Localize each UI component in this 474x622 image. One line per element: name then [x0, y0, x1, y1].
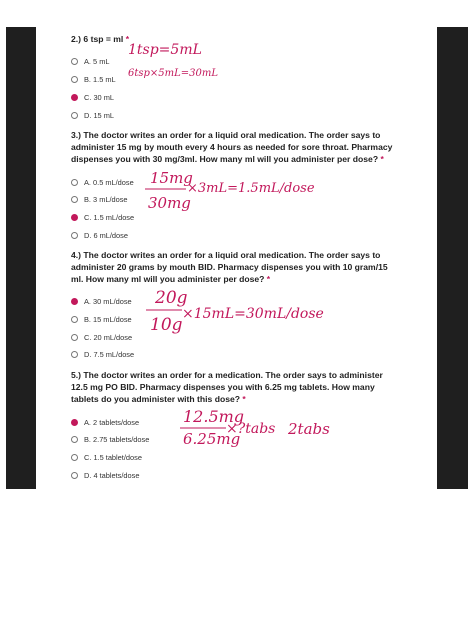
handwriting-q3-rest: ×3mL=1.5mL/dose: [187, 181, 315, 196]
question-3-option-c[interactable]: C. 1.5 mL/dose: [71, 211, 134, 223]
question-4-option-a[interactable]: A. 30 mL/dose: [71, 295, 132, 307]
question-4-title: 4.) The doctor writes an order for a liquid oral medication. The order says to administer 20 grams by mouth BID. Pharmacy dispenses you with 10 gram/15 ml. How many ml will you administer per dose? *: [71, 250, 388, 284]
question-4-option-d[interactable]: D. 7.5 mL/dose: [71, 348, 134, 360]
question-4-option-b[interactable]: B. 15 mL/dose: [71, 313, 132, 325]
handwriting-q3-denominator: 30mg: [148, 194, 191, 212]
question-5-option-c[interactable]: C. 1.5 tablet/dose: [71, 451, 142, 463]
handwriting-q5-numerator: 12.5mg: [183, 407, 245, 426]
question-4-option-c[interactable]: C. 20 mL/dose: [71, 331, 132, 343]
handwriting-q2-line2: 6tsp×5mL=30mL: [128, 68, 219, 79]
question-2-title: 2.) 6 tsp = ml *: [71, 34, 130, 44]
handwriting-q2-line1: 1tsp=5mL: [128, 42, 202, 58]
handwriting-q3-numerator: 15mg: [150, 169, 193, 187]
question-2-option-a[interactable]: A. 5 mL: [71, 55, 109, 67]
question-5-option-d[interactable]: D. 4 tablets/dose: [71, 469, 139, 481]
handwriting-q4-denominator: 10g: [150, 315, 183, 335]
handwriting-q4-numerator: 20g: [155, 288, 188, 308]
question-2-option-b[interactable]: B. 1.5 mL: [71, 73, 116, 85]
question-3-option-b[interactable]: B. 3 mL/dose: [71, 193, 128, 205]
question-5-option-b[interactable]: B. 2.75 tablets/dose: [71, 433, 149, 445]
handwriting-q5-denominator: 6.25mg: [183, 430, 241, 448]
question-3-title: 3.) The doctor writes an order for a liquid oral medication. The order says to administer 15 mg by mouth every 4 hours as needed for sore throat. Pharmacy dispenses you with 30 mg/3ml. How many ml will you administer per dose? *: [71, 130, 393, 164]
question-2-option-c[interactable]: C. 30 mL: [71, 91, 114, 103]
question-3-option-d[interactable]: D. 6 mL/dose: [71, 229, 128, 241]
handwriting-q5-rest: ×?tabs: [226, 421, 276, 437]
question-2-option-d[interactable]: D. 15 mL: [71, 109, 114, 121]
question-3-option-a[interactable]: A. 0.5 mL/dose: [71, 176, 134, 188]
handwriting-q4-rest: ×15mL=30mL/dose: [182, 306, 324, 322]
question-5-option-a[interactable]: A. 2 tablets/dose: [71, 416, 139, 428]
handwriting-q5-answer: 2tabs: [288, 420, 330, 438]
question-5-title: 5.) The doctor writes an order for a medication. The order says to administer 12.5 mg PO BID. Pharmacy dispenses you with 6.25 mg tablets. How many tablets do you administer with this dose? *: [71, 370, 383, 404]
